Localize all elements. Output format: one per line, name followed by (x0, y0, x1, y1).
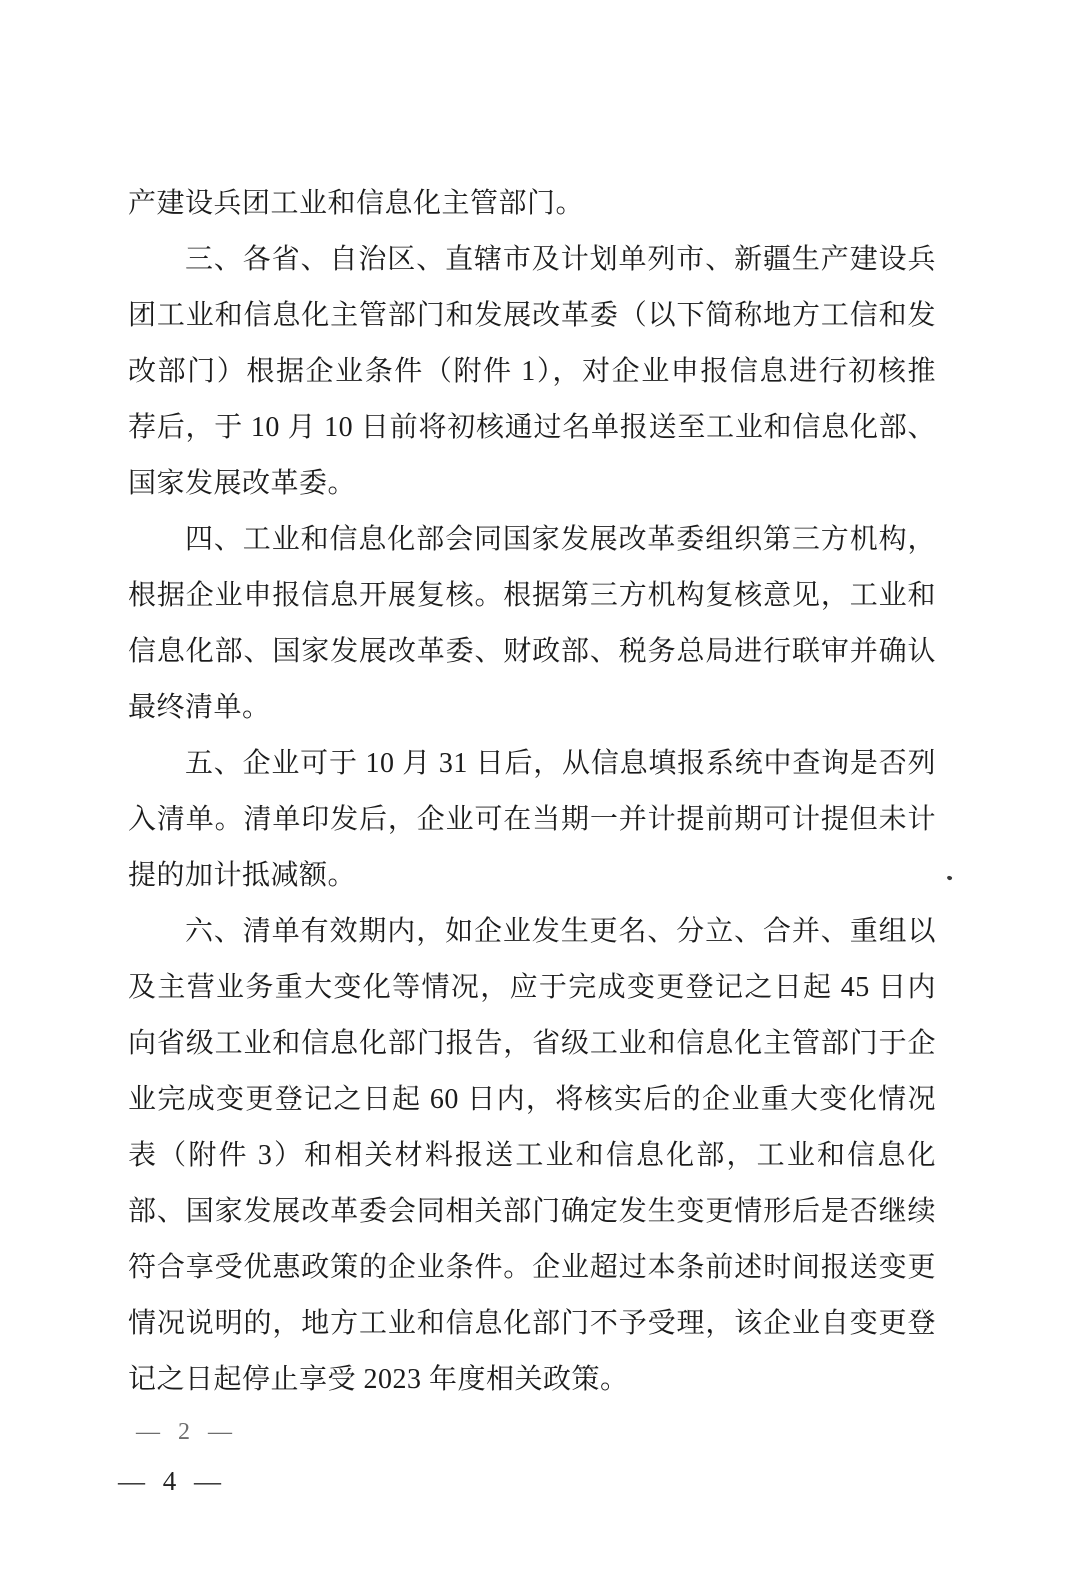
document-line: 及主营业务重大变化等情况，应于完成变更登记之日起 45 日内 (128, 972, 936, 1003)
document-line: 表（附件 3）和相关材料报送工业和信息化部，工业和信息化 (128, 1140, 936, 1171)
document-line: 业完成变更登记之日起 60 日内，将核实后的企业重大变化情况 (128, 1084, 936, 1115)
document-line: 记之日起停止享受 2023 年度相关政策。 (128, 1364, 629, 1395)
document-line: 荐后，于 10 月 10 日前将初核通过名单报送至工业和信息化部、 (128, 412, 936, 443)
document-line: 改部门）根据企业条件（附件 1），对企业申报信息进行初核推 (128, 356, 936, 387)
document-line: 提的加计抵减额。 (128, 860, 357, 891)
document-line: 入清单。清单印发后，企业可在当期一并计提前期可计提但未计 (128, 804, 936, 835)
document-line-para-3-start: 三、各省、自治区、直辖市及计划单列市、新疆生产建设兵 (185, 244, 936, 275)
document-line-para-5-start: 五、企业可于 10 月 31 日后，从信息填报系统中查询是否列 (185, 748, 936, 779)
document-line: 国家发展改革委。 (128, 468, 357, 499)
document-line: 产建设兵团工业和信息化主管部门。 (128, 188, 585, 219)
document-line: 最终清单。 (128, 692, 271, 723)
document-line: 符合享受优惠政策的企业条件。企业超过本条前述时间报送变更 (128, 1252, 936, 1283)
document-line: 情况说明的，地方工业和信息化部门不予受理，该企业自变更登 (128, 1308, 936, 1339)
page-number-original: — 2 — (136, 1419, 233, 1445)
document-line-para-6-start: 六、清单有效期内，如企业发生更名、分立、合并、重组以 (185, 916, 936, 947)
scan-speck (946, 875, 952, 881)
document-line: 团工业和信息化主管部门和发展改革委（以下简称地方工信和发 (128, 300, 936, 331)
document-line: 向省级工业和信息化部门报告，省级工业和信息化主管部门于企 (128, 1028, 936, 1059)
document-line-para-4-start: 四、工业和信息化部会同国家发展改革委组织第三方机构， (185, 524, 936, 555)
document-line: 信息化部、国家发展改革委、财政部、税务总局进行联审并确认 (128, 636, 936, 667)
page-number-compilation: — 4 — (118, 1466, 222, 1496)
document-body (128, 176, 936, 1408)
document-line: 根据企业申报信息开展复核。根据第三方机构复核意见，工业和 (128, 580, 936, 611)
document-line: 部、国家发展改革委会同相关部门确定发生变更情形后是否继续 (128, 1196, 936, 1227)
